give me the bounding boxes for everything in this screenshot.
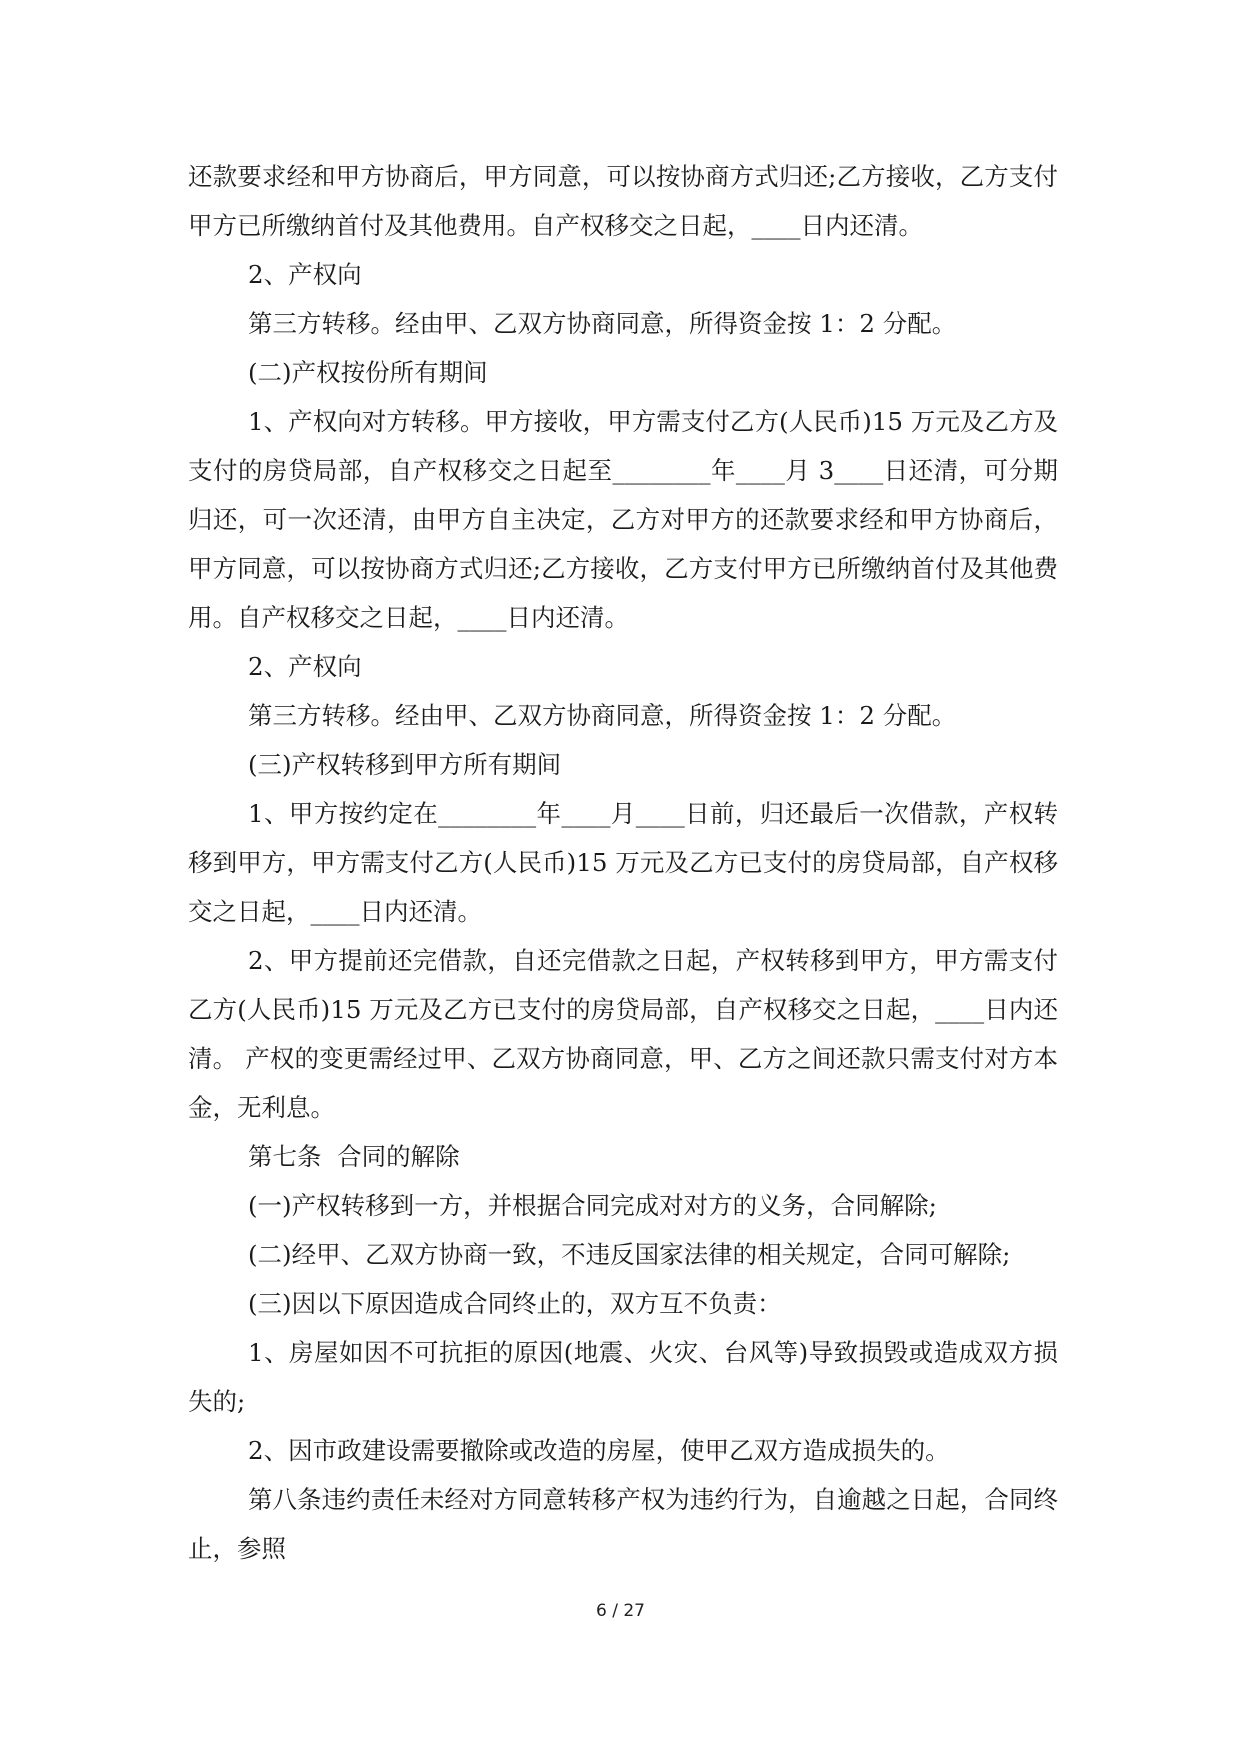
paragraph: (一)产权转移到一方，并根据合同完成对对方的义务，合同解除; [248, 1191, 937, 1220]
paragraph: 1、房屋如因不可抗拒的原因(地震、火灾、台风等)导致损毁或造成双方损失的; [188, 1338, 1058, 1416]
paragraph: 第三方转移。经由甲、乙双方协商同意，所得资金按 1：2 分配。 [248, 309, 957, 338]
article-heading: 第七条 合同的解除 [248, 1142, 460, 1171]
paragraph: 2、甲方提前还完借款，自还完借款之日起，产权转移到甲方，甲方需支付乙方(人民币)15 万元及乙方已支付的房贷局部，自产权移交之日起，____日内还清。 产权的变更需经过甲、乙双方协商同意，甲、乙方之间还款只需支付对方本金，无利息。 [188, 946, 1058, 1122]
paragraph: 第三方转移。经由甲、乙双方协商同意，所得资金按 1：2 分配。 [248, 701, 957, 730]
page-number: 6 / 27 [596, 1601, 645, 1621]
paragraph: 2、产权向 [248, 260, 362, 289]
document-body [188, 152, 1058, 1573]
paragraph: 第八条违约责任未经对方同意转移产权为违约行为，自逾越之日起，合同终止，参照 [188, 1485, 1058, 1563]
paragraph: (二)经甲、乙双方协商一致，不违反国家法律的相关规定，合同可解除; [248, 1240, 1011, 1269]
paragraph: 2、产权向 [248, 652, 362, 681]
paragraph: 2、因市政建设需要撤除或改造的房屋，使甲乙双方造成损失的。 [248, 1436, 950, 1465]
paragraph: 还款要求经和甲方协商后，甲方同意，可以按协商方式归还;乙方接收，乙方支付甲方已所缴纳首付及其他费用。自产权移交之日起，____日内还清。 [188, 162, 1058, 240]
section-heading: (二)产权按份所有期间 [248, 358, 488, 387]
paragraph: (三)因以下原因造成合同终止的，双方互不负责： [248, 1289, 782, 1318]
paragraph: 1、甲方按约定在________年____月____日前，归还最后一次借款，产权转移到甲方，甲方需支付乙方(人民币)15 万元及乙方已支付的房贷局部，自产权移交之日起，____日内还清。 [188, 799, 1058, 926]
paragraph: 1、产权向对方转移。甲方接收，甲方需支付乙方(人民币)15 万元及乙方及支付的房贷局部，自产权移交之日起至________年____月 3____日还清，可分期归还，可一次还清，由甲方自主决定，乙方对甲方的还款要求经和甲方协商后，甲方同意，可以按协商方式归还;乙方接收，乙方支付甲方已所缴纳首付及其他费用。自产权移交之日起，____日内还清。 [188, 407, 1058, 632]
section-heading: (三)产权转移到甲方所有期间 [248, 750, 562, 779]
